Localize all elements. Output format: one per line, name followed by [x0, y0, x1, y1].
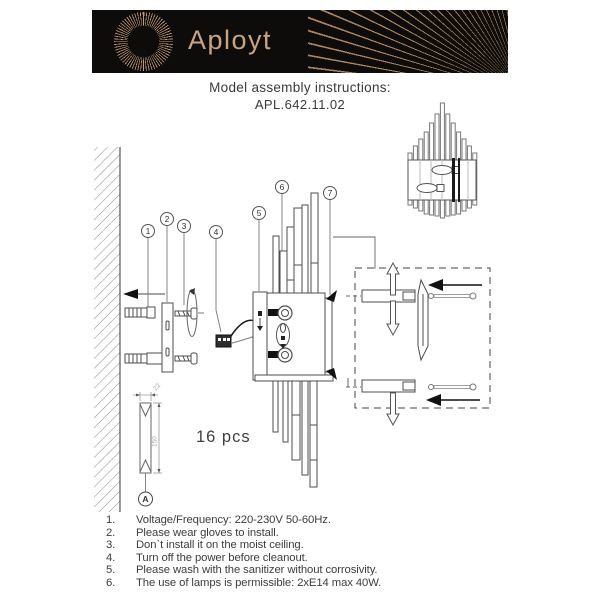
wall-anchor-2	[125, 353, 163, 364]
wall-anchor-1	[125, 307, 155, 318]
mounting-screw-2	[175, 353, 197, 364]
svg-text:2: 2	[164, 214, 170, 224]
rod-dimension-drawing	[133, 382, 162, 506]
mounting-screw-1	[175, 308, 204, 319]
sunburst-logo-icon	[114, 12, 173, 71]
instruction-item	[90, 564, 524, 577]
wall-hatch	[94, 147, 120, 512]
instruction-item	[90, 552, 524, 565]
header-band	[92, 10, 508, 73]
instruction-item	[90, 514, 524, 527]
instruction-number: 3.	[106, 539, 116, 551]
instruction-list	[90, 514, 524, 589]
instruction-text: Voltage/Frequency: 220-230V 50-60Hz.	[136, 514, 331, 526]
svg-text:6: 6	[279, 182, 285, 192]
callout-1	[142, 225, 155, 238]
detail-a-label: A	[142, 494, 149, 504]
callout-4	[210, 226, 223, 239]
instruction-text: Turn off the power before cleanout.	[136, 551, 308, 564]
assembly-diagram	[90, 95, 510, 515]
instruction-number: 1.	[106, 514, 116, 526]
svg-text:5: 5	[256, 208, 262, 218]
instruction-text: The use of lamps is permissible: 2xE14 max 40W.	[136, 576, 382, 589]
assembled-lamp-view	[408, 103, 477, 218]
model-number: APL.642.11.02	[254, 97, 346, 112]
decor-rods-top	[273, 193, 318, 300]
qty-label: 16 pcs	[196, 428, 251, 446]
svg-text:3: 3	[181, 221, 187, 231]
lamp-housing	[253, 290, 337, 381]
brand-text: Aployt	[188, 25, 273, 55]
dim-height-label: 150	[151, 436, 159, 447]
svg-text:1: 1	[145, 226, 151, 236]
instruction-number: 4.	[106, 551, 116, 564]
instruction-text: Please wear gloves to install.	[136, 526, 279, 539]
instruction-text: Please wash with the sanitizer without corrosivity.	[136, 564, 378, 576]
svg-text:4: 4	[213, 227, 219, 237]
wire-connector	[216, 320, 256, 347]
instruction-item	[90, 577, 524, 590]
decorative-rays-icon	[308, 10, 508, 73]
instruction-item	[90, 527, 524, 540]
callout-7	[324, 187, 337, 200]
wall-direction-arrow-icon	[123, 289, 165, 299]
instruction-text: Don`t install it on the moist ceiling.	[136, 539, 304, 551]
mounting-bracket	[162, 303, 173, 372]
callout-2	[161, 213, 174, 226]
dim-width-label: 22	[152, 382, 163, 393]
callout-6	[276, 181, 289, 194]
instruction-number: 2.	[106, 526, 116, 539]
callout-3	[178, 220, 191, 233]
instruction-number: 6.	[106, 576, 116, 589]
callout-5	[253, 207, 266, 220]
page-title: Model assembly instructions:	[209, 80, 391, 95]
decor-rods-bottom	[273, 381, 317, 487]
svg-text:7: 7	[327, 188, 333, 198]
detail-box	[346, 263, 490, 425]
instruction-item	[90, 539, 524, 552]
instruction-number: 5.	[106, 564, 116, 576]
